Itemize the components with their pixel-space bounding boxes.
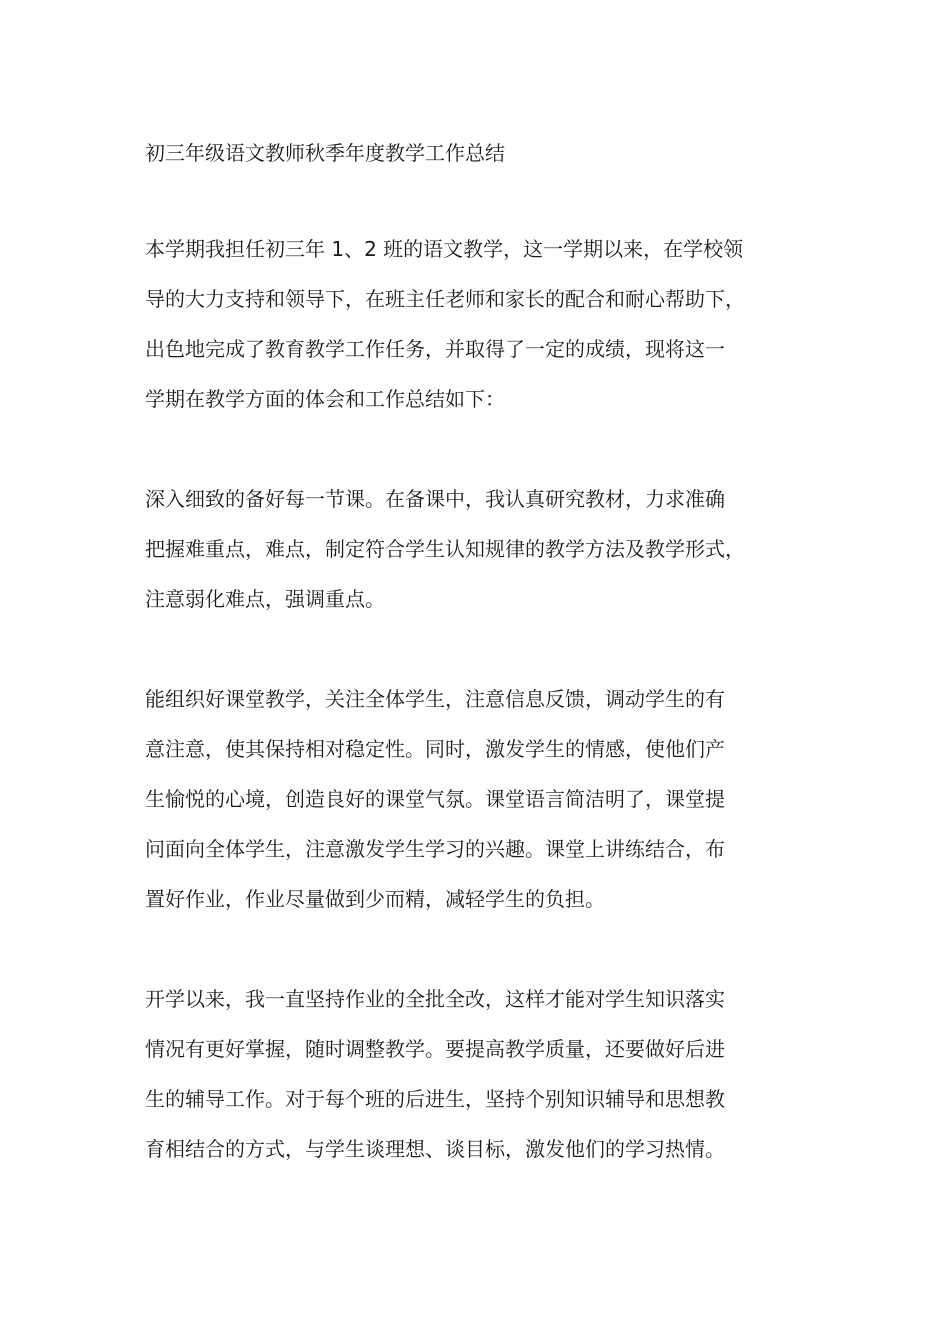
- paragraph-line: 深入细致的备好每一节课。在备课中，我认真研究教材，力求准确: [145, 487, 725, 511]
- paragraph-line: 置好作业，作业尽量做到少而精，减轻学生的负担。: [145, 887, 605, 911]
- paragraph-line: 出色地完成了教育教学工作任务，并取得了一定的成绩，现将这一: [145, 337, 725, 361]
- paragraph-line: 生愉悦的心境，创造良好的课堂气氛。课堂语言简洁明了，课堂提: [145, 787, 725, 811]
- paragraph-line: 学期在教学方面的体会和工作总结如下：: [145, 387, 505, 411]
- paragraph-line: 能组织好课堂教学，关注全体学生，注意信息反馈，调动学生的有: [145, 687, 725, 711]
- paragraph-line: 问面向全体学生，注意激发学生学习的兴趣。课堂上讲练结合，布: [145, 837, 725, 861]
- document-title: 初三年级语文教师秋季年度教学工作总结: [145, 141, 505, 165]
- paragraph-intro: [145, 232, 825, 432]
- paragraph-line: 育相结合的方式，与学生谈理想、谈目标，激发他们的学习热情。: [145, 1137, 725, 1161]
- paragraph-classroom-teaching: [145, 682, 825, 932]
- paragraph-line: 意注意，使其保持相对稳定性。同时，激发学生的情感，使他们产: [145, 737, 725, 761]
- paragraph-lesson-prep: [145, 482, 825, 632]
- paragraph-line: 生的辅导工作。对于每个班的后进生，坚持个别知识辅导和思想教: [145, 1087, 725, 1111]
- paragraph-line: 注意弱化难点，强调重点。: [145, 587, 385, 611]
- paragraph-homework-tutoring: [145, 982, 825, 1182]
- paragraph-line: 开学以来，我一直坚持作业的全批全改，这样才能对学生知识落实: [145, 987, 725, 1011]
- paragraph-line: 导的大力支持和领导下，在班主任老师和家长的配合和耐心帮助下，: [145, 287, 745, 311]
- paragraph-line: 把握难重点，难点，制定符合学生认知规律的教学方法及教学形式，: [145, 537, 745, 561]
- paragraph-line: 本学期我担任初三年 1、2 班的语文教学，这一学期以来，在学校领: [145, 237, 744, 261]
- paragraph-line: 情况有更好掌握，随时调整教学。要提高教学质量，还要做好后进: [145, 1037, 725, 1061]
